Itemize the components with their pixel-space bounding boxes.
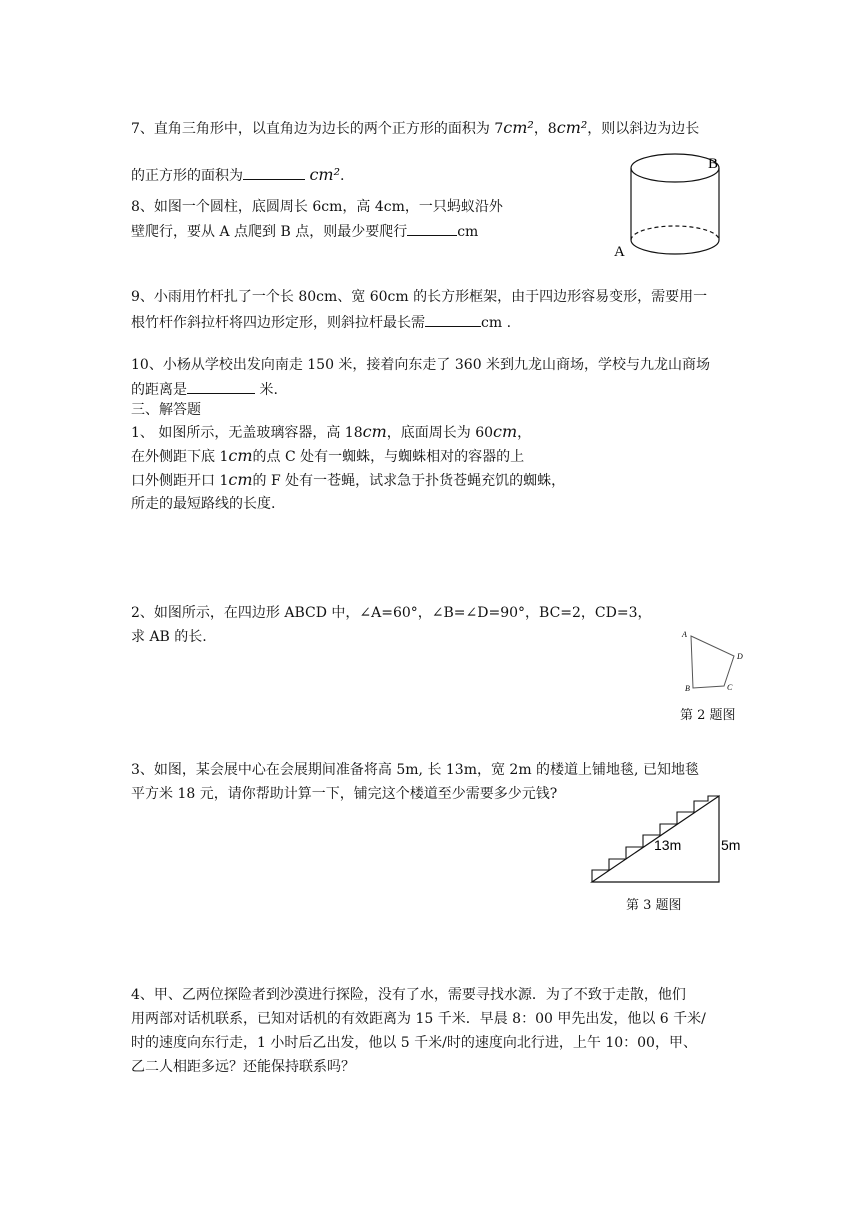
q7-line2 [131,165,344,186]
cylinder-label-a: A [614,244,625,260]
p1-text1b: ，底面周长为 60 [386,425,494,441]
p1-text1a: 1、 如图所示，无盖玻璃容器，高 18 [131,425,363,441]
q7-unit1: cm² [503,118,534,137]
p1-line2 [131,446,524,467]
p4-line3: 时的速度向东行走，1 小时后乙出发，他以 5 千米/时的速度向北行进，上午 10：00，甲、 [131,1035,697,1051]
staircase-label-5m: 5m [721,837,741,853]
p1-line3 [131,470,565,491]
cylinder-bottom-front [631,240,719,254]
q7-unit2: cm² [556,118,588,137]
q7-answer-blank[interactable] [243,165,305,180]
p1-unit3: cm [228,446,253,465]
staircase-figure [588,792,748,887]
q8-answer-blank[interactable] [407,221,457,236]
p1-line1 [131,422,531,443]
q10-line1: 10、小杨从学校出发向南走 150 米，接着向东走了 360 米到九龙山商场，学校与九龙山商场 [131,357,711,373]
p2-caption: 第 2 题图 [680,708,736,723]
q10-line2 [131,379,278,400]
cylinder-bottom-back [631,226,719,240]
quad-label-c: C [727,683,733,692]
q9-answer-blank[interactable] [425,312,481,327]
section-title: 三、解答题 [131,402,201,418]
p4-line1: 4、甲、乙两位探险者到沙漠进行探险，没有了水，需要寻找水源．为了不致于走散，他们 [131,987,686,1003]
cylinder-top-ellipse [631,154,719,182]
p1-unit4: cm [228,470,253,489]
q7-text1: 7、直角三角形中，以直角边为边长的两个正方形的面积为 7 [131,121,504,137]
p1-unit1: cm [362,422,387,441]
cylinder-label-b: B [708,156,719,172]
q8-line2 [131,221,478,242]
p1-text3a: 口外侧距开口 1 [131,473,229,489]
p1-text1c: ， [517,425,532,441]
q8-line1: 8、如图一个圆柱，底圆周长 6cm，高 4cm，一只蚂蚁沿外 [131,199,503,215]
quadrilateral-figure [680,627,750,697]
q10-text2: 的距离是 [131,382,187,398]
p3-line1: 3、如图，某会展中心在会展期间准备将高 5m, 长 13m，宽 2m 的楼道上铺地毯, 已知地毯 [131,762,699,778]
p3-caption: 第 3 题图 [626,898,682,913]
q8-unit: cm [457,224,479,240]
q9-line1: 9、小雨用竹杆扎了一个长 80cm、宽 60cm 的长方形框架，由于四边形容易变形，需要用一 [131,289,708,305]
p1-text3b: 的 F 处有一苍蝇，试求急于扑货苍蝇充饥的蜘蛛， [252,473,566,489]
quad-label-a: A [682,630,687,639]
quad-label-b: B [685,684,690,693]
q9-line2 [131,312,511,333]
p1-unit2: cm [493,422,518,441]
staircase-label-13m: 13m [654,837,682,853]
quadrilateral-abcd [691,636,734,688]
q7-line1 [131,118,699,139]
p4-line4: 乙二人相距多远？还能保持联系吗？ [131,1059,355,1075]
p3-line2: 平方米 18 元，请你帮助计算一下，铺完这个楼道至少需要多少元钱? [131,786,558,802]
p1-text2a: 在外侧距下底 1 [131,449,229,465]
q8-text2: 壁爬行，要从 A 点爬到 B 点，则最少要爬行 [131,224,408,240]
q7-sep: ，8 [533,121,557,137]
q10-unit: 米. [255,382,278,398]
p2-line2: 求 AB 的长. [131,629,207,645]
q7-unit3: cm² [309,165,340,184]
q9-unit: cm . [481,315,512,331]
q7-text1-end: ，则以斜边为边长 [587,121,700,137]
cylinder-figure [608,148,728,263]
q10-answer-blank[interactable] [187,379,255,394]
q7-text2: 的正方形的面积为 [131,168,243,184]
q7-end: . [340,168,345,184]
quad-label-d: D [737,652,743,661]
p2-line1: 2、如图所示，在四边形 ABCD 中，∠A=60°，∠B=∠D=90°，BC=2，CD=3， [131,605,652,621]
p1-line4: 所走的最短路线的长度. [131,496,276,512]
p1-text2b: 的点 C 处有一蜘蛛，与蜘蛛相对的容器的上 [252,449,525,465]
p4-line2: 用两部对话机联系，已知对话机的有效距离为 15 千米．早晨 8：00 甲先出发，他以 6 千米/ [131,1011,706,1027]
q9-text2: 根竹杆作斜拉杆将四边形定形，则斜拉杆最长需 [131,315,425,331]
